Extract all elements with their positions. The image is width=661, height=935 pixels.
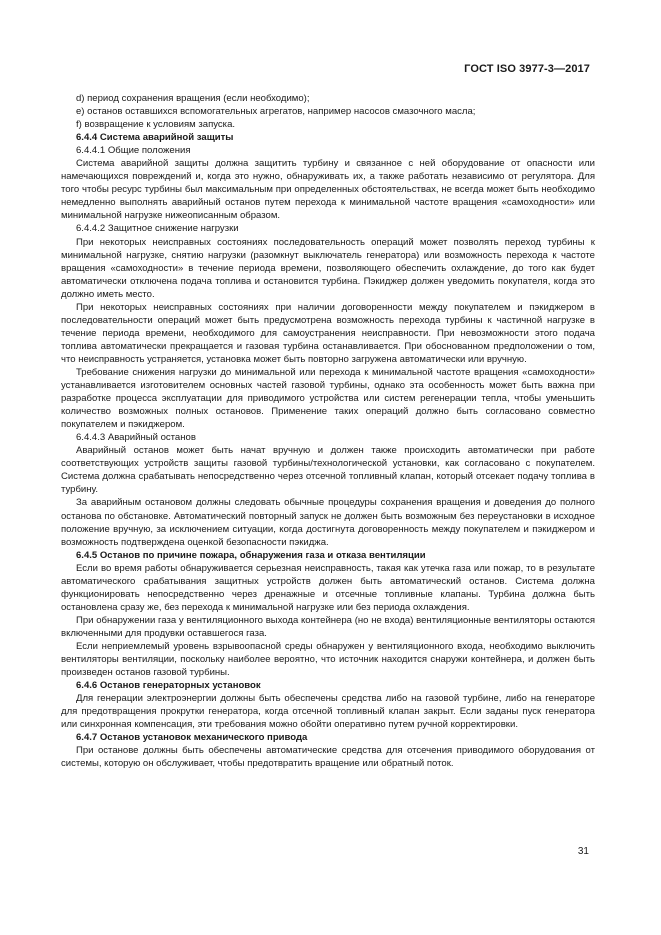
body-paragraph: Для генерации электроэнергии должны быть обеспечены средства либо на газовой турбине, либо на генераторе для предотвращения прокрутки генератора, когда отсечной топливный клапан закрыт. Если заданы пуск генератора или синхронная компенсация, эти требования можно обойти оперативно путем ручной корректировки. <box>61 693 595 731</box>
section-heading-6-4-5: 6.4.5 Останов по причине пожара, обнаружения газа и отказа вентиляции <box>76 549 426 561</box>
section-heading-6-4-6: 6.4.6 Останов генераторных установок <box>76 680 261 692</box>
list-item-e: e) останов оставшихся вспомогательных агрегатов, например насосов смазочного масла; <box>76 106 476 118</box>
section-heading-6-4-7: 6.4.7 Останов установок механического привода <box>76 732 308 744</box>
document-id-header: ГОСТ ISO 3977-3—2017 <box>464 63 590 75</box>
subsection-heading-6-4-4-2: 6.4.4.2 Защитное снижение нагрузки <box>76 223 239 235</box>
body-paragraph: Если неприемлемый уровень взрывоопасной среды обнаружен у вентиляционного входа, необходимо выключить вентиляторы вентиляции, поскольку наиболее вероятно, что источник находится снаружи контейнера, и должен быть произведен останов газовой турбины. <box>61 640 595 679</box>
document-body <box>61 92 595 770</box>
list-item-d: d) период сохранения вращения (если необходимо); <box>76 93 310 104</box>
body-paragraph: Требование снижения нагрузки до минимальной или перехода к минимальной частоте вращения «самоходности» устанавливается изготовителем основных частей газовой турбины, однако эта особенность может быть важна при разработке процесса эксплуатации для приводимого устройства или систем регенерации тепла, чтобы уменьшить количество возможных полных остановов. Применение таких операций должно быть согласовано совместно покупателем и пэкиджером. <box>61 366 595 431</box>
section-heading-6-4-4: 6.4.4 Система аварийной защиты <box>76 132 234 144</box>
subsection-heading-6-4-4-3: 6.4.4.3 Аварийный останов <box>76 432 196 444</box>
body-paragraph: Аварийный останов может быть начат вручную и должен также происходить автоматически при работе соответствующих устройств защиты газовой турбины/технологической установки, как согласовано с покупателем. Система должна срабатывать непосредственно через отсечной топливный клапан, который отсекает подачу топлива в турбину. <box>61 445 595 496</box>
body-paragraph: При обнаружении газа у вентиляционного выхода контейнера (но не входа) вентиляционные вентиляторы остаются включенными для продувки оставшегося газа. <box>61 614 595 639</box>
list-item-f: f) возвращение к условиям запуска. <box>76 119 236 131</box>
body-paragraph: Если во время работы обнаруживается серьезная неисправность, такая как утечка газа или пожар, то в результате автоматического срабатывания защитных устройств должен быть автоматический останов. Система должна функционировать непосредственно через дренажные и отсечные топливные клапаны. Турбина должна быть остановлена сразу же, без перехода к минимальной нагрузке или без периода охлаждения. <box>61 562 595 613</box>
body-paragraph: За аварийным остановом должны следовать обычные процедуры сохранения вращения и доведения до полного останова по обстановке. Автоматический повторный запуск не должен быть возможным без переустановки в исходное положение вручную, за исключением ситуации, когда достигнута договоренность между покупателем и пэкиджером и возможность подтверждена оценкой безопасности пэкиджа. <box>61 497 595 548</box>
body-paragraph: Система аварийной защиты должна защитить турбину и связанное с ней оборудование от опасности или намечающихся повреждений и, когда это нужно, обнаруживать их, а также работать независимо от регулятора. Для того чтобы ресурс турбины был максимальным при определенных обстоятельствах, не всегда может быть необходимо немедленно выполнять аварийный останов путем перехода к минимальной частоте вращения «самоходности» или минимальной нагрузке нижеописанным образом. <box>61 158 595 222</box>
page-number: 31 <box>577 846 589 857</box>
body-paragraph: При некоторых неисправных состояниях при наличии договоренности между покупателем и пэкиджером в последовательности операций может быть предусмотрена возможность перехода турбины к частичной нагрузке в течение периода времени, необходимого для самоустранения неисправности. При невозможности этого подача топлива автоматически прекращается и газовая турбина останавливается. При обоснованном предположении о том, что неисправность устраняется, установка может быть повторно загружена автоматически или вручную. <box>61 301 595 365</box>
subsection-heading-6-4-4-1: 6.4.4.1 Общие положения <box>76 145 191 157</box>
body-paragraph: При останове должны быть обеспечены автоматические средства для отсечения приводимого оборудования от системы, которую он обслуживает, чтобы предотвратить вращение или обратный поток. <box>61 745 595 770</box>
body-paragraph: При некоторых неисправных состояниях последовательность операций может позволять переход турбины к минимальной нагрузке, снятию нагрузки (разомкнут выключатель генератора) или возможность перехода к частоте вращения «самоходности» в течение периода времени, позволяющего обеспечить охлаждение, до того как будет автоматически отключена подача топлива и остановится турбина. Пэкиджер должен уведомить покупателя, когда это должно иметь место. <box>61 236 595 300</box>
